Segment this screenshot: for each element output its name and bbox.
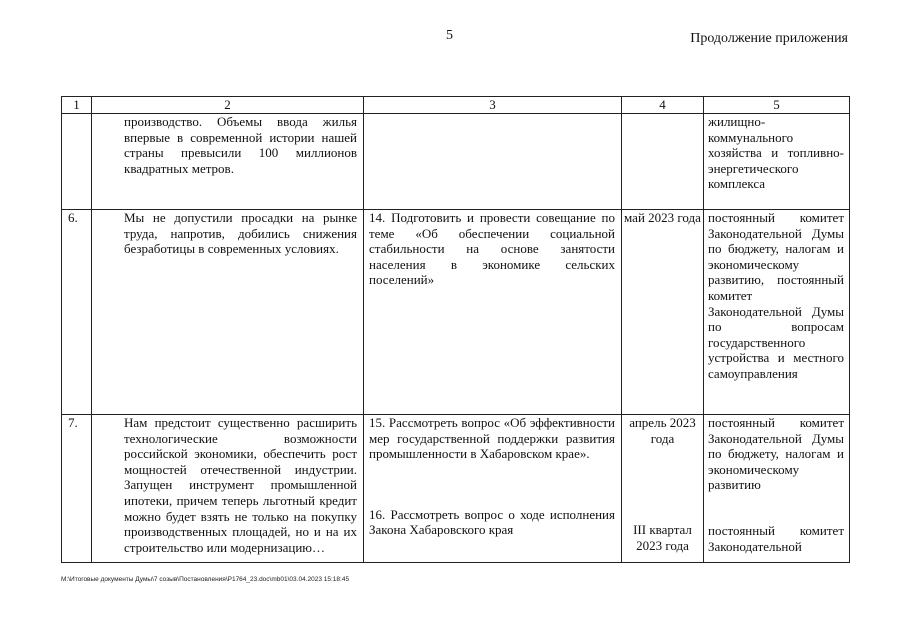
header-cell: 4 xyxy=(622,97,704,114)
responsible-item: постоянный комитет Законодательной Думы по бюджету, налогам и экономическому развитию xyxy=(708,415,844,493)
deadline-item: III квартал 2023 года xyxy=(633,522,692,553)
spacer xyxy=(708,493,844,523)
table-header-row xyxy=(62,97,850,114)
deadline xyxy=(622,415,704,563)
header-cell: 5 xyxy=(704,97,850,114)
appendix-table xyxy=(61,96,850,563)
row-number xyxy=(62,114,92,210)
page-number: 5 xyxy=(446,28,453,43)
table-row xyxy=(62,415,850,563)
header-cell: 2 xyxy=(92,97,364,114)
row-number: 7. xyxy=(62,415,92,563)
spacer xyxy=(369,462,615,507)
speech-excerpt: Нам предстоит существенно расширить технологические возможности российской экономики, обеспечить рост мощностей отечественной индустрии. Запущен инструмент промышленной ипотеки, причем теперь льготный кредит можно будет взять не только на покупку производственных площадей, но и на их строительство или модернизацию… xyxy=(92,415,364,563)
action-item: 15. Рассмотреть вопрос «Об эффективности мер государственной поддержки развития промышленности в Хабаровском крае». xyxy=(369,415,615,462)
speech-excerpt: производство. Объемы ввода жилья впервые в современной истории нашей страны превысили 100 миллионов квадратных метров. xyxy=(92,114,364,210)
deadline xyxy=(622,114,704,210)
responsible-item: постоянный комитет Законодательной xyxy=(708,522,844,554)
action-item: 16. Рассмотреть вопрос о ходе исполнения Закона Хабаровского края xyxy=(369,506,615,538)
header-cell: 3 xyxy=(364,97,622,114)
spacer xyxy=(624,446,701,522)
responsible: жилищно-коммунального хозяйства и топливно-энергетического комплекса xyxy=(704,114,850,210)
planned-action: 14. Подготовить и провести совещание по теме «Об обеспечении социальной стабильности на основе занятости населения в экономике сельских поселений» xyxy=(364,210,622,415)
table-row xyxy=(62,210,850,415)
deadline-item: апрель 2023 года xyxy=(629,415,696,446)
table-row xyxy=(62,114,850,210)
speech-excerpt: Мы не допустили просадки на рынке труда, напротив, добились снижения безработицы в современных условиях. xyxy=(92,210,364,415)
responsible xyxy=(704,415,850,563)
responsible: постоянный комитет Законодательной Думы по бюджету, налогам и экономическому развитию, постоянный комитет Законодательной Думы по вопросам государственного устройства и местного самоуправления xyxy=(704,210,850,415)
continuation-label: Продолжение приложения xyxy=(690,31,848,46)
planned-action xyxy=(364,415,622,563)
deadline: май 2023 года xyxy=(622,210,704,415)
document-path-footer: M:\Итоговые документы Думы\7 созыв\Постановления\P1764_23.doc\mb01\03.04.2023 15:18:45 xyxy=(61,576,350,583)
header-cell: 1 xyxy=(62,97,92,114)
row-number: 6. xyxy=(62,210,92,415)
planned-action xyxy=(364,114,622,210)
